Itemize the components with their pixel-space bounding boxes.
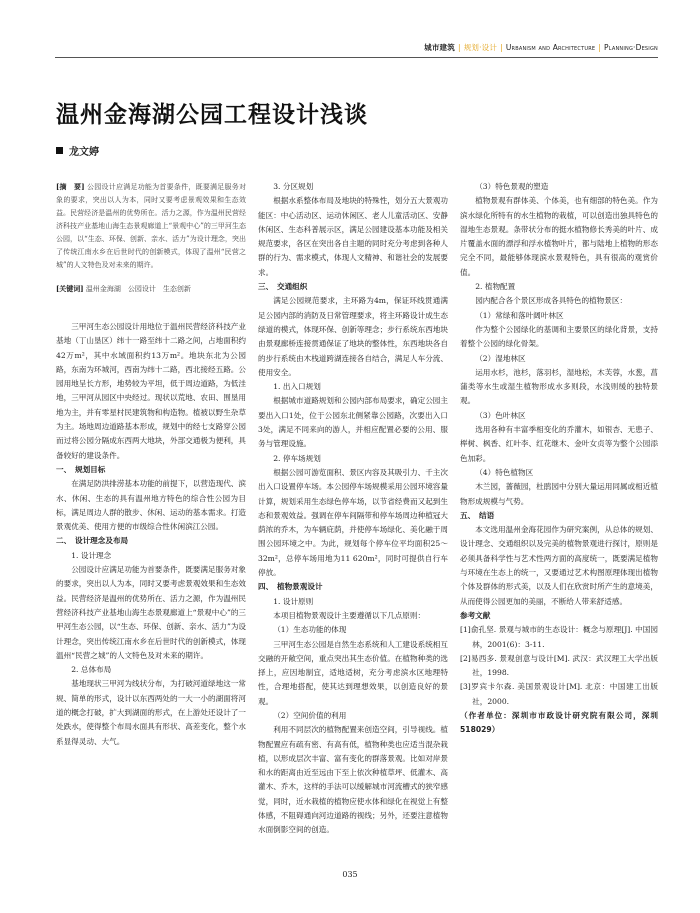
column-1: [56, 180, 246, 749]
subtext-4-1-1: 三甲河生态公园是自然生态系统和人工建设系统相互交融的开敞空间，重点突出其生态价值。在植物种类的选择上，应因地制宜，适地适树，充分考虑滨水区地理特性，合理地搭配，使其达到理想效果，以创造良好的景观。: [258, 639, 448, 706]
subtext-2-3: 根据水系整体布局及地块的特殊性，划分五大景观功能区：中心活动区、运动休闲区、老人儿童活动区、安静休闲区、生态科普展示区，满足公园建设基本功能及相关规范要求，各区在突出各自主题的同时充分考虑到各种人群的行为、需求模式，体现人文精神、和谐社会的发展要求。: [258, 196, 448, 277]
page-number: 035: [342, 870, 358, 879]
section-heading-1: 一、 规划目标: [56, 464, 106, 474]
author-name: 龙文婷: [69, 147, 99, 158]
section-heading-4: 四、 植物景观设计: [258, 582, 323, 592]
section-heading-2: 二、 设计理念及布局: [56, 536, 129, 546]
subheading-4-2-3: （3）色叶林区: [475, 410, 526, 420]
subheading-2-3: 3. 分区规划: [273, 182, 314, 191]
article-title: 温州金海湖公园工程设计浅谈: [56, 102, 368, 128]
subheading-3-2: 2. 停车场规划: [273, 453, 321, 463]
subheading-4-1-2: （2）空间价值的利用: [273, 710, 347, 720]
subheading-2-1: 1. 设计理念: [71, 550, 112, 560]
section-text-3: 满足公园规范要求，主环路为4m，保证环线贯通满足公园内部的消防及日常管理要求，将主环路设计成生态绿道的模式，体现环保、创新等理念；步行系统东西地块由景观廊桥连接贯通保证了地块的整体性，东西地块各自的步行系统由木栈道跨湖连接各自结合，满足人车分流、使用安全。: [258, 296, 448, 377]
header-rule: [55, 57, 658, 58]
references-heading: 参考文献: [460, 610, 491, 620]
subheading-4-2-1: （1）常绿和落叶阔叶林区: [475, 310, 564, 320]
section-heading-3: 三、 交通组织: [258, 282, 308, 292]
section-heading-5: 五、 结语: [460, 510, 495, 520]
subtext-4-2-3: 选用各种有丰富季相变化的乔灌木，如银杏、无患子、榉树、枫香、红叶李、红花继木、金叶女贞等为整个公园添色加彩。: [460, 425, 658, 463]
subtext-4-2-2: 运用水杉，池杉，落羽杉，湿地松，木芙蓉，水葱，菖蒲类等水生或湿生植物形成水多则段，水浅则缓的独特景观。: [460, 367, 658, 406]
header-en-section: Urbanism and Architecture: [505, 43, 596, 52]
reference-item: [3]罗宾卡尔森. 美国景观设计[M]. 北京：中国建工出版社，2000.: [460, 682, 658, 706]
author-affiliation: （作者单位：深圳市市政设计研究院有限公司，深圳 518029）: [460, 710, 658, 735]
column-3: [460, 180, 658, 738]
subheading-4-2-4: （4）特色植物区: [475, 467, 534, 477]
subtext-3-1: 根据城市道路规划和公园内部布局要求，确定公园主要出入口1处，位于公园东北侧紧靠公园路，次要出入口3处，满足不同来向的游人，并相应配置必要的公用、服务与管理设施。: [258, 396, 448, 449]
subheading-4-1-1: （1）生态功能的体现: [273, 625, 347, 635]
subheading-4-2-2: （2）湿地林区: [475, 353, 526, 363]
intro-paragraph: 三甲河生态公园设计用地位于温州民营经济科技产业基地（丁山垦区）纬十一路至纬十二路之间，占地面积约42万m²，其中水域面积约13万m²。地块东北为公园路，东南为环城河，西南为纬十二路，西北接经五路。公园用地呈长方形，地势较为平坦，低于周边道路，为低洼地，三甲河从园区中央经过。现状以荒地、农田、围垦用地为主，并有零星村民建筑物和构造物。植被以野生杂草为主。场地周边道路基本形成，规划中的经七支路穿公园而过将公园分隔成东西两大地块，外部交通极为便利，具备较好的建设条件。: [56, 322, 246, 460]
reference-item: [1]俞孔坚. 景观与城市的生态设计：概念与原理[J]. 中国园林，2001(6)：3-11.: [460, 625, 658, 649]
subtext-4-2-1: 作为整个公园绿化的基调和主要景区的绿化背景，支持着整个公园的绿化骨架。: [460, 324, 658, 349]
subheading-2-2: 2. 总体布局: [71, 665, 112, 675]
subtext-2-1: 公园设计应满足功能为首要条件，既要满足服务对象的要求，突出以人为本，同时又要考虑景观效果和生态效益。民营经济是温州的优势所在、活力之源，作为温州民营经济科技产业基地山海生态景观廊道上“景观中心”的三甲河生态公园，以“生态、环保、创新、亲水、活力”为设计理念，突出传统江南水乡在后世时代的创新模式，体现温州“民营之城”的人文特色及对未来的期许。: [56, 565, 247, 660]
subtext-4-2-4: 木兰园，蔷薇园，杜鹃园中分别大量运用同属或相近植物形成规模与气势。: [460, 482, 658, 506]
subheading-4-2: 2. 植物配置: [475, 282, 516, 292]
section-text-1: 在满足防洪排涝基本功能的前提下，以营造现代、滨水、休闲、生态的具有温州地方特色的综合性公园为目标，满足周边人群的散步、休闲、运动的基本需求。打造景观优美、使用方便的市级综合性休闲滨江公园。: [56, 479, 246, 532]
abstract: [摘 要] 公园设计应满足功能为首要条件，既要满足服务对象的要求，突出以人为本，同时又要考虑景观效果和生态效益。民营经济是温州的优势所在。活力之源，作为温州民营经济科技产业基地山海生态景观廊道上“景观中心”的三甲河生态公园，以“生态、环保、创新、亲水、活力”为设计理念，突出了传统江南水乡在后世时代的创新模式，体现了温州“民营之城”的人文特色及对未来的期许。: [56, 182, 247, 269]
column-2: [258, 180, 448, 838]
subtext-2-2: 基地现状三甲河为线状分布，为打破河道绿地这一常规、简单的形式，设计以东西两处的一大一小的湖面将河道的概念打破，扩大到湖面的形式，在上游处还设计了一处跌水，使得整个布局水面具有形状、高差变化，整个水系显得灵动、大气。: [56, 679, 246, 746]
subheading-4-1-3: （3）特色景观的塑造: [475, 182, 549, 191]
journal-header: 城市建筑 | 规划·设计 | Urbanism and Architecture | Planning·Design: [424, 43, 658, 52]
header-column: 规划·设计: [463, 43, 498, 52]
author-bullet-icon: [56, 147, 63, 154]
section-text-5: 本文选用温州金海花园作为研究案例，从总体的规划、设计理念、交通组织以及完美的植物景观进行探讨，原则是必须具备科学性与艺术性两方面的高度统一，既要满足植物与环境在生态上的统一，又要通过艺术构图原理体现出植物个体及群体的形式美，以及人们在欣赏时所产生的意境美，从而使得公园更加的美丽，不断给人带来舒适感。: [460, 525, 658, 606]
subheading-3-1: 1. 出入口规划: [273, 382, 321, 392]
header-en-column: Planning·Design: [604, 43, 658, 52]
subtext-4-1: 本项目植物景观设计主要遵循以下几点原则：: [273, 610, 426, 620]
reference-item: [2]易西多. 景观创意与设计[M]. 武汉：武汉理工大学出版社，1998.: [460, 653, 658, 678]
subtext-4-1-3: 植物景观有群体美、个体美，也有细部的特色美。作为滨水绿化所特有的水生植物的栽植，可以创造出独具特色的湿地生态景观。条带状分布的挺水植物修长秀美的叶片、成片覆盖水面的漂浮和浮水植物叶片，都与陆地上植物的形态完全不同，最能够体现滨水景观特色，具有很高的观赏价值。: [460, 196, 658, 277]
author-line: [56, 143, 99, 158]
subheading-4-1: 1. 设计原则: [273, 596, 314, 606]
subtext-4-1-2: 利用不同层次的植物配置来创造空间，引导视线。植物配置应有疏有密、有高有低，植物种类也应适当混杂栽植，以形成层次丰富、富有变化的群落景观。比如对岸景和水的距离由近至远由下至上依次种植草坪、低灌木、高灌木、乔木，这样的手法可以缓解城市河流槽式的狭窄感觉，同时，近水栽植的植物应使水体和绿化在视觉上有整体感，不阻碍通向河边道路的视线；另外，还要注意植物水面倒影空间的创造。: [258, 725, 448, 835]
subtext-4-2: 园内配合各个景区形成各具特色的植物景区：: [475, 296, 628, 306]
keywords: [关键词] 温州金海湖 公园设计 生态创新: [56, 284, 191, 293]
subtext-3-2: 根据公园可游览面积、景区内容及其吸引力、千主次出入口设置停车场。本公园停车场规模采用公园环境容量计算，规划采用生态绿色停车场，以节省经费而又起到生态和景观效益。强调在停车间隔带和停车场周边种植冠大荫浓的乔木，为车辆庇荫，并使停车场绿化、美化融于周围公园环境之中。为此，规划每个停车位平均面积25～32m²，总停车场用地为11 620m²，同时可提供自行车停放。: [258, 467, 448, 578]
header-section: 城市建筑: [424, 43, 455, 52]
